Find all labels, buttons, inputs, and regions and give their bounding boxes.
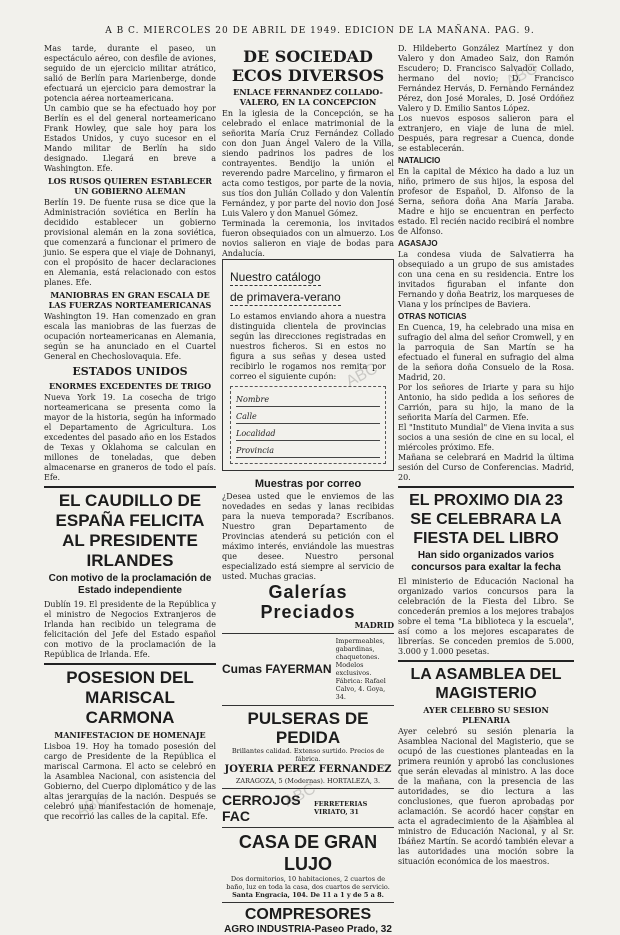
joyeria-name: JOYERIA PEREZ FERNANDEZ — [224, 764, 392, 775]
section-headline: DE SOCIEDAD ECOS DIVERSOS — [231, 47, 385, 85]
article-subheadline: ENORMES EXCEDENTES DE TRIGO — [48, 381, 212, 391]
article-text: Washington 19. Han comenzado en gran escala las maniobras de las fuerzas de ocupación norteamericanas en Alemania, según se ha anunciado en el Cuartel General en Chechoslovaquia. Efe. — [44, 312, 216, 361]
column-right — [398, 44, 574, 866]
article-text: Los nuevos esposos salieron para el extranjero, en viaje de luna de miel. Después, para regresar a Cuenca, donde se establecerán. — [398, 114, 574, 153]
article-headline: LOS RUSOS QUIEREN ESTABLECER UN GOBIERNO ALEMAN — [48, 176, 212, 196]
compresores-headline: COMPRESORES — [244, 906, 372, 923]
cumas-ad — [222, 637, 394, 701]
article-text: Nueva York 19. La cosecha de trigo norteamericana se presenta como la mayor de la historia, según ha informado el Departamento de Agricultura. Los excedentes del pasado año en los Estados de Texas y Oklahoma se calculan en millones de toneladas, que deben almacenarse en graneros de todo el país. Efe. — [44, 393, 216, 482]
galerias-city: MADRID — [354, 620, 394, 630]
article-text: En Cuenca, 19, ha celebrado una misa en sufragio del alma del señor Cromwell, y en la parroquia de San Martín se ha efectuado el funeral en sufragio del alma de la señora doña Consuelo de la Rosa. Madrid, 20. — [398, 323, 574, 382]
article-headline: POSESION DEL MARISCAL CARMONA — [66, 668, 194, 727]
divider — [222, 705, 394, 706]
article-subheadline: Con motivo de la proclamación de Estado independiente — [48, 573, 212, 596]
divider — [222, 788, 394, 789]
svg-text:ABC: ABC — [343, 360, 381, 391]
pulseras-text: Brillantes calidad. Extenso surtido. Precios de fábrica. — [231, 747, 385, 763]
cerrojos-address: FERRETERIAS VIRIATO, 31 — [313, 800, 368, 816]
divider — [222, 827, 394, 828]
catalog-subtitle: de primavera-verano — [230, 290, 341, 304]
catalog-ad — [222, 259, 394, 471]
casa-text: Dos dormitorios, 10 habitaciones, 2 cuartos de baño, luz en toda la casa, dos cuartos de servicio. — [226, 875, 390, 891]
form-field-city[interactable]: Localidad — [236, 428, 380, 441]
section-label: NATALICIO — [398, 156, 441, 165]
divider — [44, 663, 216, 665]
article-headline: EL PROXIMO DIA 23 SE CELEBRARA LA FIESTA DEL LIBRO — [409, 492, 563, 547]
form-field-street[interactable]: Calle — [236, 411, 380, 424]
ad-headline: Muestras por correo — [254, 478, 362, 490]
galerias-logo: Galerías Preciados — [260, 582, 356, 622]
article-headline: ESTADOS UNIDOS — [72, 365, 188, 378]
cerrojos-ad — [222, 792, 394, 824]
divider — [222, 902, 394, 903]
article-text: Dublín 19. El presidente de la República y el ministro de Negocios Extranjeros de Irlanda han recibido un telegrama de felicitación del Jefe del Estado español con motivo de la proclamación de la República de Irlanda. Efe. — [44, 600, 216, 659]
article-text: La condesa viuda de Salvatierra ha obsequiado a un grupo de sus amistades con una cena en su residencia. Entre los invitados figuraban el infante don Fernando y doña Beatriz, los marqueses de Viana y los príncipes de Baviera. — [398, 250, 574, 309]
article-text: D. Hildeberto González Martínez y don Valero y don Amadeo Saiz, don Ramón Escudero; D. Francisco Salvador Collado, hermano del novio; D. Francisco Fernández Hervás, D. Fernando Fernández Pérez, don José Morales, D. José Ordóñez Valero y D. Emilio Santos López. — [398, 44, 574, 113]
article-subheadline: ENLACE FERNANDEZ COLLADO-VALERO, EN LA CONCEPCION — [233, 87, 383, 107]
article-text: El "Instituto Mundial" de Viena invita a sus socios a una sesión de cine en su local, el miércoles próximo. Efe. — [398, 423, 574, 452]
article-text: Berlín 19. De fuente rusa se dice que la Administración soviética en Berlín ha decidido establecer un gobierno provisional alemán en la zona soviética, que comenzará a funcionar el primero de junio. Se espera que el viaje de Dohnanyi, con el propósito de hacer declaraciones en Alemania, está relacionado con estos planes. Efe. — [44, 198, 216, 287]
cerrojos-brand: CERROJOS FAC — [222, 792, 301, 824]
svg-text:ABC: ABC — [281, 780, 319, 811]
form-field-name[interactable]: Nombre — [236, 394, 380, 407]
pulseras-headline: PULSERAS DE PEDIDA — [247, 709, 369, 747]
section-label: AGASAJO — [398, 239, 438, 248]
article-text: Terminada la ceremonia, los invitados fueron obsequiados con un almuerzo. Los novios salieron en viaje de bodas para Andalucía. — [222, 219, 394, 258]
section-label: OTRAS NOTICIAS — [398, 312, 467, 321]
article-text: El ministerio de Educación Nacional ha organizado varios concursos para la celebración de la Fiesta del Libro. Se concederán premios a los mejores trabajos sobre el tema "La biblioteca y la escuela", así como a los mejores escaparates de librerías. Se conceden premios de 5.000, 3.000 y 1.000 pesetas. — [398, 577, 574, 656]
article-text: En la capital de México ha dado a luz un niño, primero de sus hijos, la esposa del profesor de Español, D. Alfonso de la Serna, señora doña Ana María Jaraba. Madre e hijo se encuentran en perfecto estado. El recién nacido recibirá el nombre de Alfonso. — [398, 167, 574, 236]
cumas-text: Impermeables, gabardinas, chaquetones. Modelos exclusivos. Fábrica: Rafael Calvo, 4. Goya, 34. — [335, 637, 386, 701]
article-text: En la iglesia de la Concepción, se ha celebrado el enlace matrimonial de la señorita María Cruz Fernández Collado con don Juan Ángel Valero de la Villa, siendo padrinos los padres de los contrayentes. Bendijo la unión el reverendo padre Marcelino, y firmaron el acta como testigos, por parte de la novia, sus tíos don Julián Collado y don Valentín Fernández, y por parte del novio don José Luis Valero y don Manuel Gómez. — [222, 109, 394, 218]
article-text: Mas tarde, durante el paseo, un espectáculo aéreo, con desfile de aviones, seguido de un ejercicio militar atrático, salió de Berlín para Marienberge, donde efectuará un ejercicio para demostrar la potencia aérea norteamericana. — [44, 44, 216, 103]
column-left — [44, 44, 216, 844]
article-text: Lisboa 19. Hoy ha tomado posesión del cargo de Presidente de la República el mariscal Carmona. El acto se celebró en la Asamblea Nacional, con asistencia del Gobierno, del Cuerpo diplomático y de las altas jerarquías de la nación. Después se celebró una manifestación de homenaje, que recorrió las calles de la capital. Efe. — [44, 742, 216, 821]
svg-text:ABC: ABC — [503, 60, 541, 91]
ad-text: ¿Desea usted que le enviemos de las novedades en sedas y lanas recibidas para la nueva temporada? Escríbanos. Nuestro gran Departamento de Provincias atenderá su petición con el máximo interés, enviándole las muestras que desee. Nuestro personal especializado está siempre al servicio de usted. Muchas gracias. — [222, 492, 394, 581]
catalog-text: Lo estamos enviando ahora a nuestra distinguida clientela de provincias según las direcciones registradas en nuestros ficheros. Si en estos no figura a sus señas y desea usted recibirlo le rogamos nos remita por correo el siguiente cupón: — [230, 312, 386, 381]
article-text: Por los señores de Iriarte y para su hijo Antonio, ha sido pedida a los señores de Carrión, para su hijo, la mano de la señorita María del Carmen. Efe. — [398, 383, 574, 422]
divider — [398, 486, 574, 488]
casa-headline: CASA DE GRAN LUJO — [238, 832, 378, 874]
article-subheadline: AYER CELEBRO SU SESION PLENARIA — [423, 705, 549, 725]
cumas-brand: Cumas FAYERMAN — [222, 662, 332, 676]
article-text: Un cambio que se ha efectuado hoy por Berlín es el del general norteamericano Frank Howley, que sale hoy para los Estados Unidos, y cuyo sucesor en el Mando militar de Berlín ha sido designado. Llegará en breve a Washington. Efe. — [44, 104, 216, 173]
article-headline: EL CAUDILLO DE ESPAÑA FELICITA AL PRESIDENTE IRLANDES — [55, 491, 205, 570]
divider — [44, 486, 216, 488]
svg-text:ABC: ABC — [523, 800, 561, 831]
page-header: A B C. MIERCOLES 20 DE ABRIL DE 1949. EDICION DE LA MAÑANA. PAG. 9. — [105, 26, 535, 36]
coupon-form — [230, 386, 386, 464]
form-field-province[interactable]: Provincia — [236, 445, 380, 458]
catalog-title: Nuestro catálogo — [230, 270, 321, 284]
joyeria-address: ZARAGOZA, 5 (Modernas). HORTALEZA, 3. — [235, 777, 381, 785]
casa-address: Santa Engracia, 104. De 11 a 1 y de 5 a 8. — [232, 891, 384, 899]
article-headline: MANIOBRAS EN GRAN ESCALA DE LAS FUERZAS NORTEAMERICANAS — [48, 290, 212, 310]
column-center — [222, 44, 394, 935]
divider — [222, 633, 394, 634]
article-headline: LA ASAMBLEA DEL MAGISTERIO — [410, 666, 562, 702]
agro-address: AGRO INDUSTRIA-Paseo Prado, 32 — [224, 924, 392, 935]
divider — [398, 660, 574, 662]
article-subheadline: Han sido organizados varios concursos para exaltar la fecha — [411, 550, 561, 573]
article-subheadline: MANIFESTACION DE HOMENAJE — [54, 730, 206, 740]
svg-text:ABC: ABC — [73, 790, 111, 821]
article-text: Mañana se celebrará en Madrid la última sesión del Curso de Conferencias. Madrid, 20. — [398, 453, 574, 482]
article-text: Ayer celebró su sesión plenaria la Asamblea Nacional del Magisterio, que se ocupó de las cuestiones planteadas en la primera reunión y aprobó las conclusiones que serán elevadas al ministro. A las doce de la mañana, con la presencia de las autoridades, se dio lectura a las conclusiones, que fueron aprobadas por aclamación. Se acordó hacer constar en acta el agradecimiento de la Asamblea al ministro de Educación Nacional, y al Sr. Ibáñez Martín. Se acordó también elevar a las autoridades una moción sobre la situación económica de los maestros. — [398, 727, 574, 866]
